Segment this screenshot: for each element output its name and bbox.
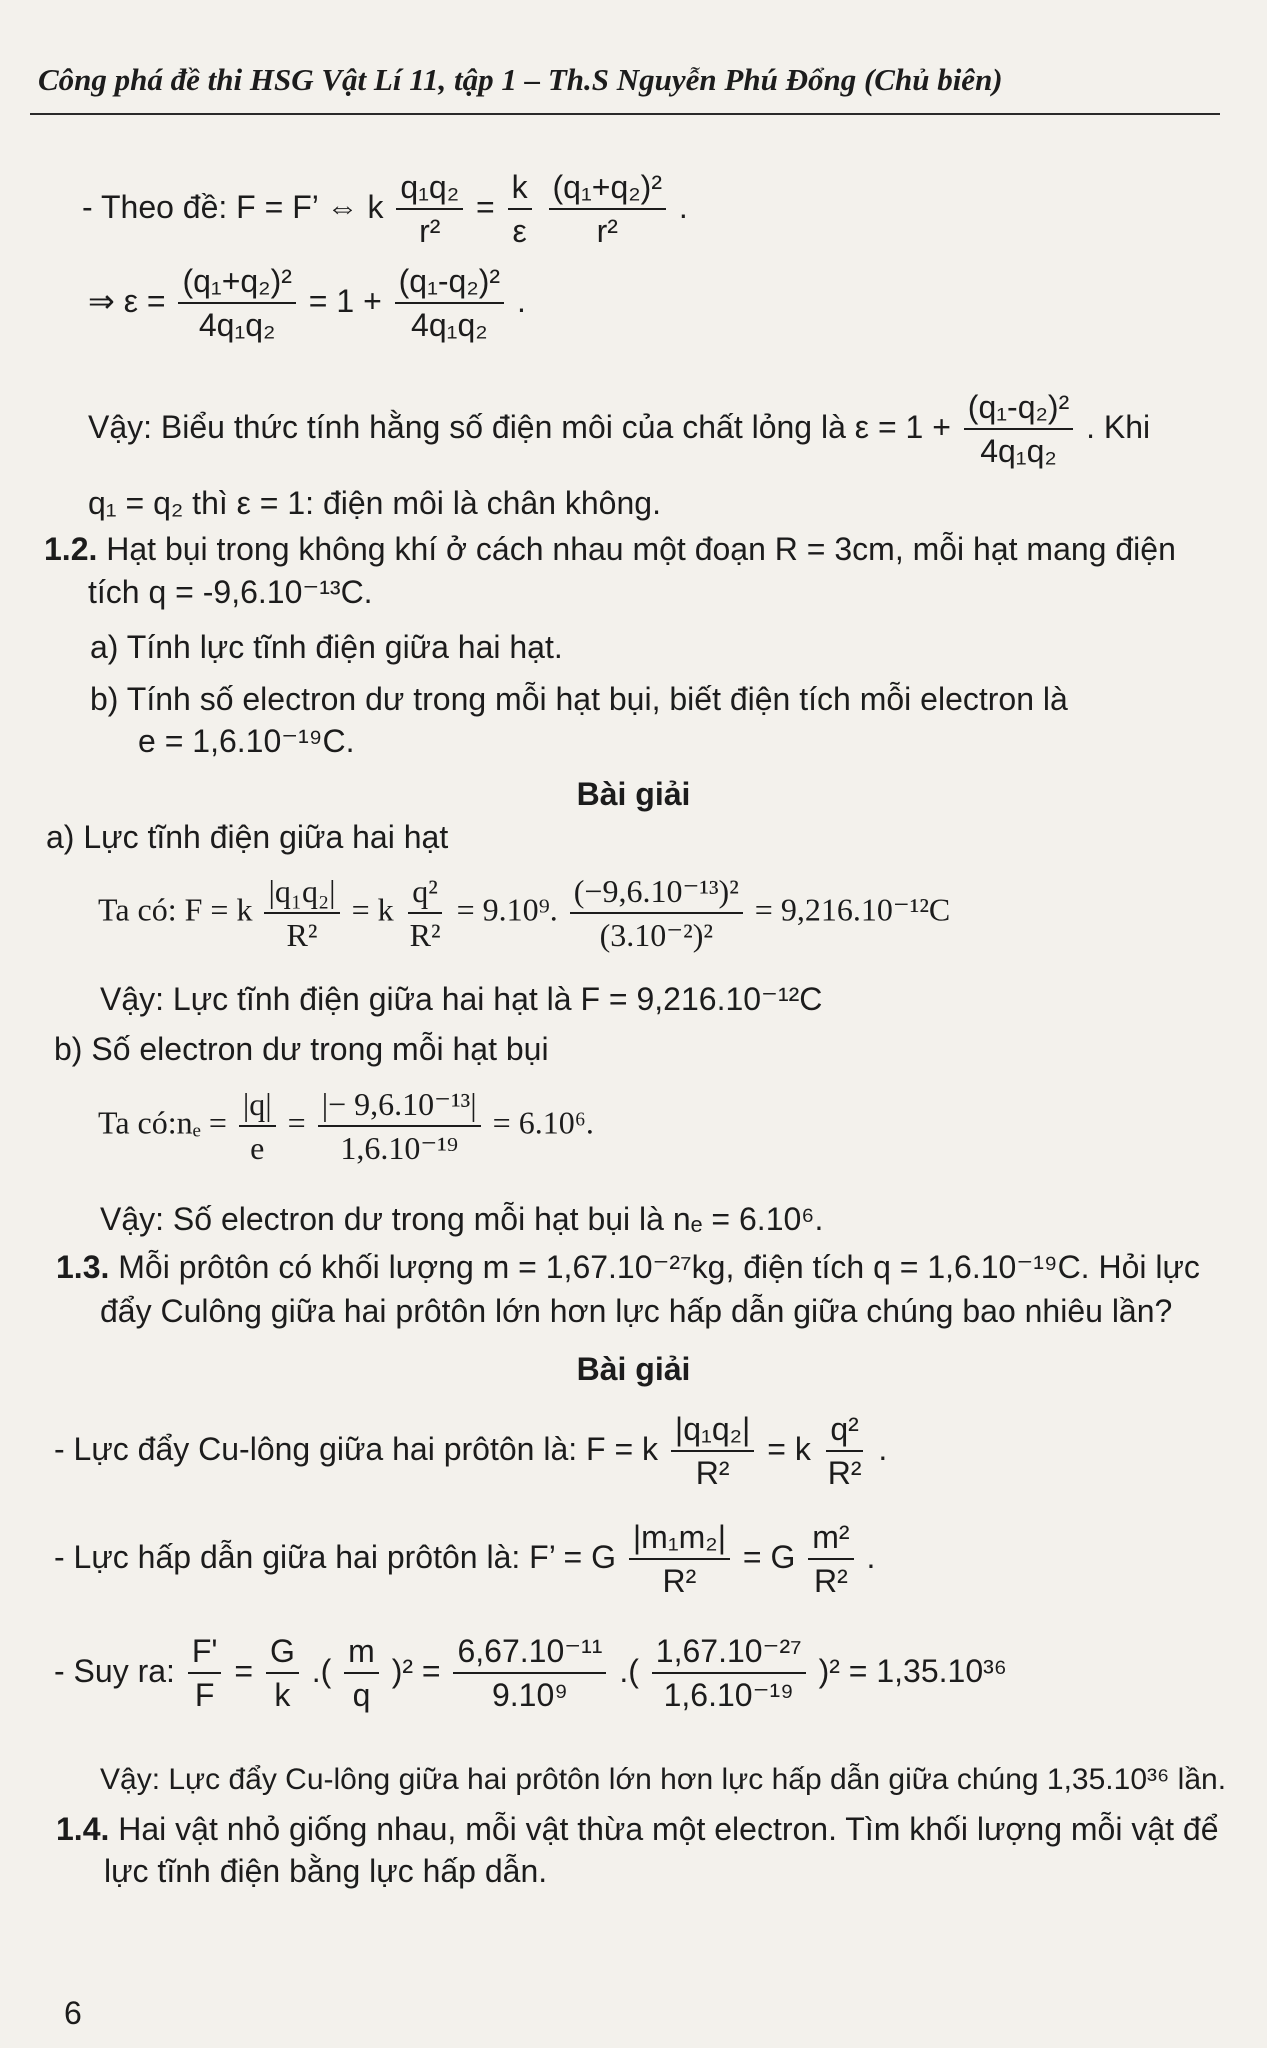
solution-part-a-title: a) Lực tĩnh điện giữa hai hạt (46, 819, 449, 855)
eq-epsilon: ⇒ ε = $\frac{\text{(q₁+q₂)²}}{\text{4q₁q₂}}$ = 1 + $\frac{\text{(q₁-q₂)²}}{\text{4q₁q₂}}$ . (88, 263, 526, 344)
header-divider (30, 113, 1220, 115)
eq-gravity-proton: - Lực hấp dẫn giữa hai prôtôn là: F’ = G $\frac{\text{|m₁m₂|}}{\text{R²}}$ = G $\frac{\text{m²}}{\text{R²}}$ . (54, 1519, 876, 1600)
conclusion-vacuum: q₁ = q₂ thì ε = 1: điện môi là chân không. (88, 485, 661, 521)
problem-1-4-line2: lực tĩnh điện bằng lực hấp dẫn. (104, 1853, 548, 1889)
conclusion-epsilon: Vậy: Biểu thức tính hằng số điện môi của chất lỏng là ε = 1 + $\frac{\text{(q₁-q₂)²}}{\text{4q₁q₂}}$ . Khi (88, 389, 1151, 470)
eq-coulomb-proton: - Lực đẩy Cu-lông giữa hai prôtôn là: F = k $\frac{\text{|q₁q₂|}}{\text{R²}}$ = k $\frac{\text{q²}}{\text{R²}}$ . (54, 1411, 888, 1492)
solution-part-b-title: b) Số electron dư trong mỗi hạt bụi (54, 1031, 549, 1067)
solution-part-a-conclusion: Vậy: Lực tĩnh điện giữa hai hạt là F = 9,216.10⁻¹²C (100, 981, 823, 1017)
solution-1-3-conclusion: Vậy: Lực đẩy Cu-lông giữa hai prôtôn lớn hơn lực hấp dẫn giữa chúng 1,35.10³⁶ lần. (100, 1763, 1227, 1796)
problem-1-3-line2: đẩy Culông giữa hai prôtôn lớn hơn lực hấp dẫn giữa chúng bao nhiêu lần? (100, 1293, 1173, 1329)
solution-heading-2: Bài giải (576, 1351, 691, 1387)
page-number: 6 (64, 1995, 82, 2031)
eq-ratio: - Suy ra: $\frac{F'}{F}$ = $\frac{G}{k}$ .( $\frac{m}{q}$ )² = $\frac{\text{6,67.10⁻¹¹}}{\text{9.10⁹}}$ .( $\frac{\text{1,67.10⁻²⁷}}{\text{1,6.10⁻¹⁹}}$ )² = 1,35.10³⁶ (54, 1633, 1007, 1714)
solution-part-b-conclusion: Vậy: Số electron dư trong mỗi hạt bụi là nₑ = 6.10⁶. (100, 1201, 824, 1237)
solution-heading: Bài giải (576, 776, 691, 812)
eq-coulomb-force: Ta có: F = k $\frac{\text{|q₁q₂|}}{\text{R²}}$ = k $\frac{\text{q²}}{\text{R²}}$ = 9.10⁹. $\frac{\text{(−9,6.10⁻¹³)²}}{\text{(3.10⁻²)²}}$ = 9,216.10⁻¹²C (98, 873, 951, 954)
problem-1-2-part-b: b) Tính số electron dư trong mỗi hạt bụi, biết điện tích mỗi electron là (90, 681, 1068, 717)
problem-1-2-line2: tích q = -9,6.10⁻¹³C. (88, 574, 373, 610)
problem-1-2-part-a: a) Tính lực tĩnh điện giữa hai hạt. (90, 629, 563, 665)
problem-1-4-line1: 1.4. Hai vật nhỏ giống nhau, mỗi vật thừa một electron. Tìm khối lượng mỗi vật để (56, 1811, 1219, 1847)
eq-theo-de: - Theo đề: F = F’ ⇔ k $\frac{\text{q₁q₂}}{\text{r²}}$ = $\frac{k}{\varepsilon}$ $\frac{\text{(q₁+q₂)²}}{\text{r²}}$ . (82, 169, 688, 250)
page-header: Công phá đề thi HSG Vật Lí 11, tập 1 – Th.S Nguyễn Phú Đổng (Chủ biên) (38, 62, 1003, 97)
problem-1-2-part-b-cont: e = 1,6.10⁻¹⁹C. (138, 723, 355, 759)
problem-1-2-line1: 1.2. Hạt bụi trong không khí ở cách nhau một đoạn R = 3cm, mỗi hạt mang điện (44, 531, 1176, 567)
problem-1-3-line1: 1.3. Mỗi prôtôn có khối lượng m = 1,67.10⁻²⁷kg, điện tích q = 1,6.10⁻¹⁹C. Hỏi lực (56, 1249, 1200, 1285)
eq-electron-count: Ta có:nₑ = $\frac{|q|}{e}$ = $\frac{\text{|− 9,6.10⁻¹³|}}{\text{1,6.10⁻¹⁹}}$ = 6.10⁶. (98, 1086, 594, 1167)
